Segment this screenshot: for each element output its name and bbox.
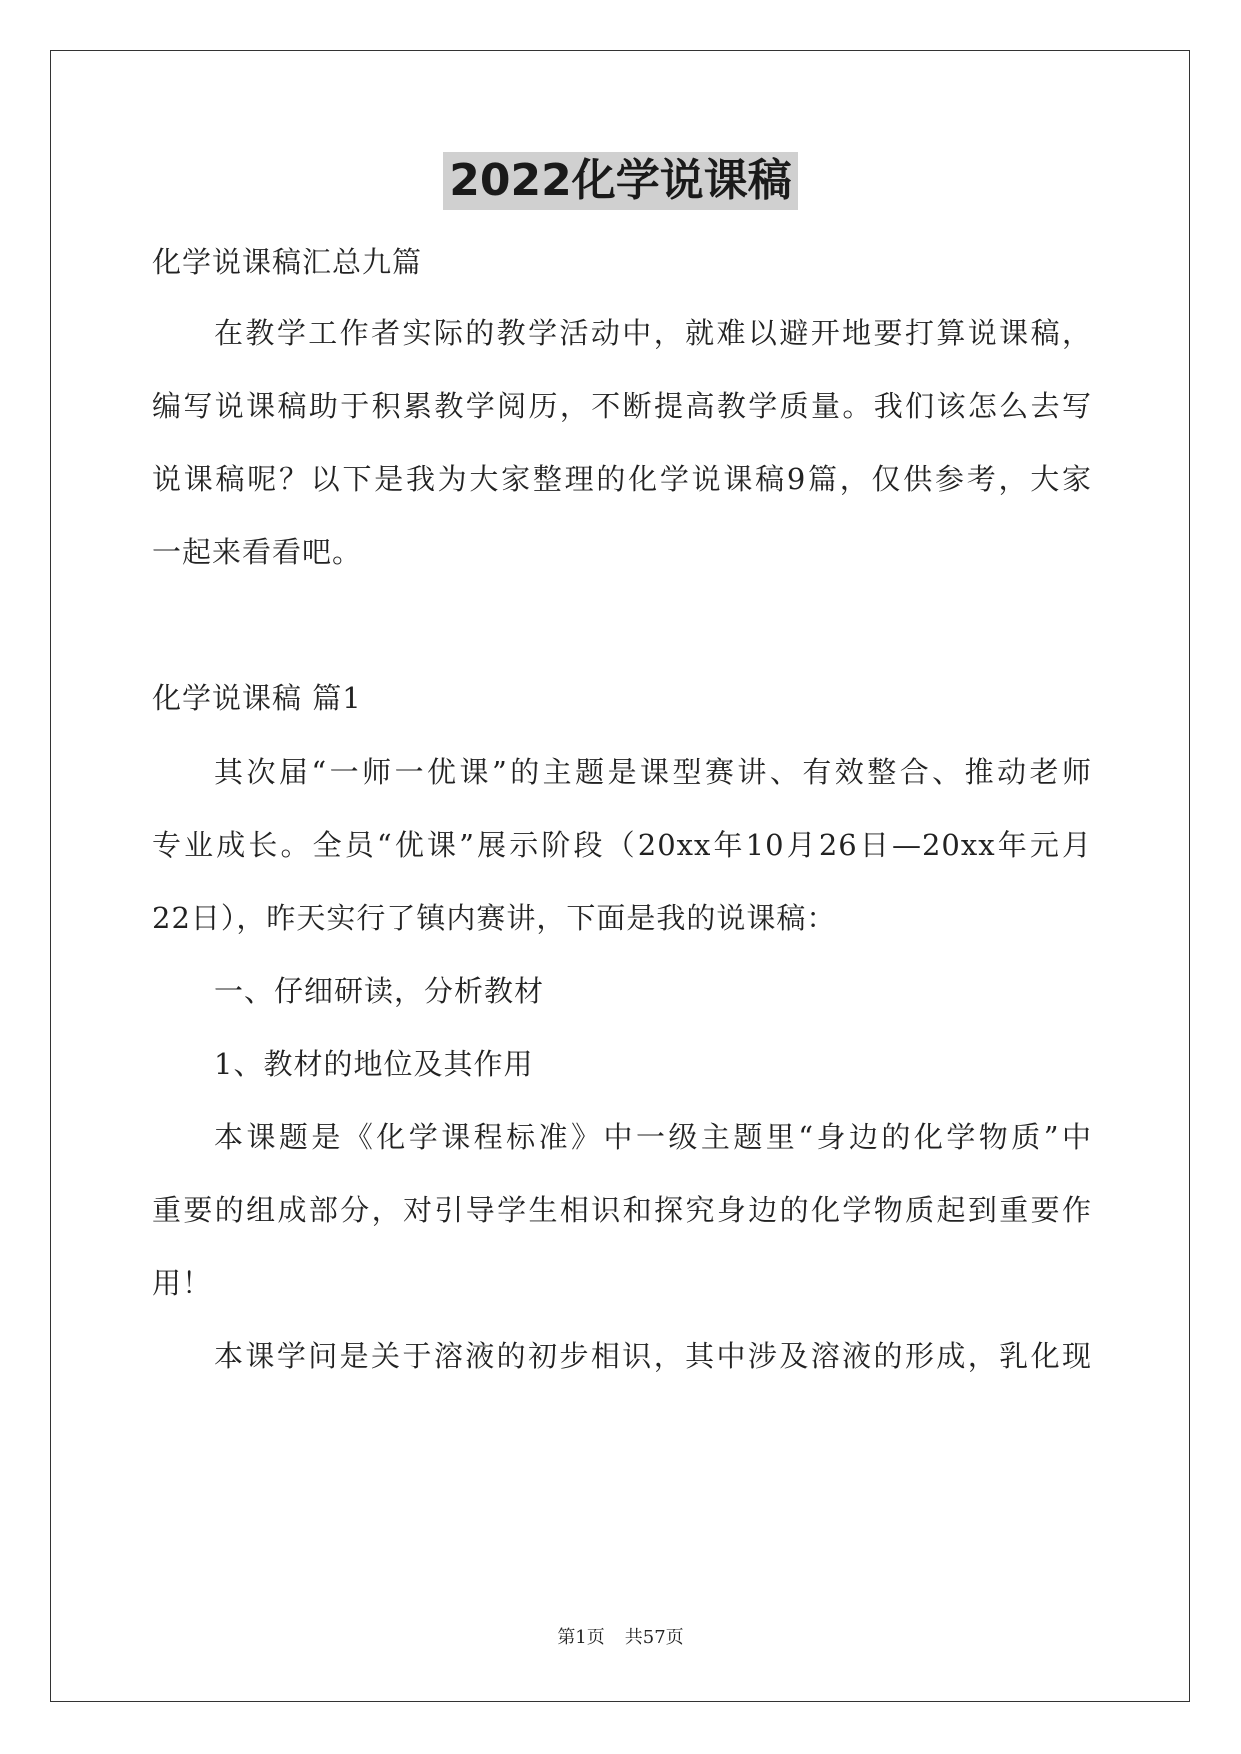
outline-subheading: 1、教材的地位及其作用 xyxy=(214,1047,534,1081)
paragraph-line: 本课学问是关于溶液的初步相识，其中涉及溶液的形成，乳化现 xyxy=(214,1339,1092,1373)
paragraph-line: 本课题是《化学课程标准》中一级主题里“身边的化学物质”中 xyxy=(214,1120,1092,1154)
paragraph-line: 重要的组成部分，对引导学生相识和探究身边的化学物质起到重要作 xyxy=(152,1193,1092,1227)
paragraph-line: 其次届“一师一优课”的主题是课型赛讲、有效整合、推动老师 xyxy=(214,755,1092,789)
title-container xyxy=(0,152,1241,210)
document-title: 2022化学说课稿 xyxy=(443,152,797,210)
page-total: 共57页 xyxy=(624,1627,684,1648)
outline-heading: 一、仔细研读，分析教材 xyxy=(214,974,545,1008)
paragraph-line: 用！ xyxy=(152,1266,213,1300)
paragraph-line: 22日），昨天实行了镇内赛讲，下面是我的说课稿： xyxy=(152,901,837,935)
page-border xyxy=(50,50,1190,1702)
section-heading: 化学说课稿 篇1 xyxy=(152,681,362,715)
paragraph-line: 一起来看看吧。 xyxy=(152,535,363,569)
paragraph-line: 专业成长。全员“优课”展示阶段（20xx年10月26日—20xx年元月 xyxy=(152,828,1092,862)
paragraph-line: 说课稿呢？以下是我为大家整理的化学说课稿9篇，仅供参考，大家 xyxy=(152,462,1092,496)
page-number: 第1页 xyxy=(557,1627,605,1648)
subtitle-line: 化学说课稿汇总九篇 xyxy=(152,245,423,279)
paragraph-line: 在教学工作者实际的教学活动中，就难以避开地要打算说课稿， xyxy=(214,316,1092,350)
page-footer xyxy=(0,1626,1241,1650)
paragraph-line: 编写说课稿助于积累教学阅历，不断提高教学质量。我们该怎么去写 xyxy=(152,389,1092,423)
